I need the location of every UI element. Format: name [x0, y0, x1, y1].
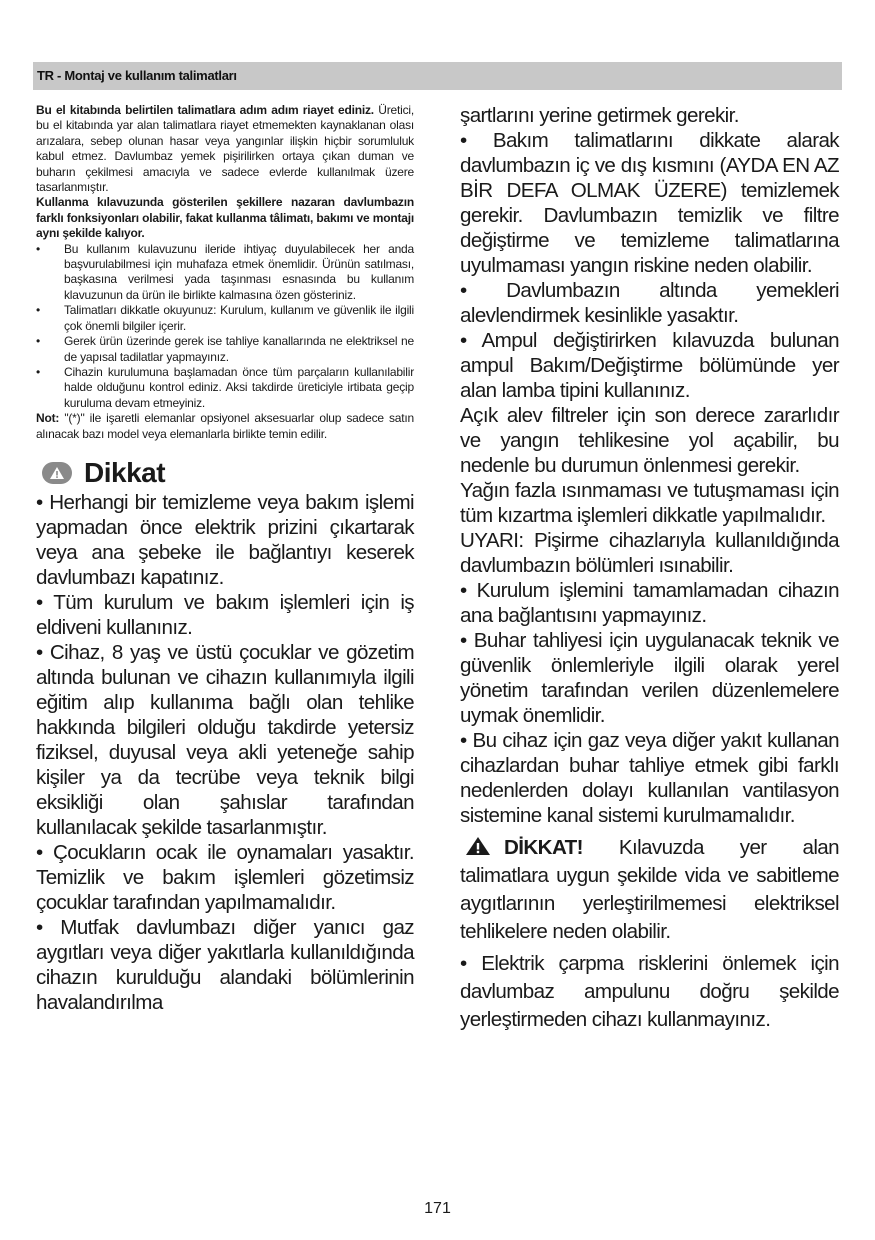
bullet: •	[36, 303, 41, 318]
list-item-text: Cihazin kurulumuna başlamadan önce tüm parçaların kullanılabilir halde olduğunu kontrol ediniz. Aksi takdirde üreticiyle irtibata geçip kuruluma devam etmeyiniz.	[64, 364, 414, 410]
list-item-text: Bu kullanım kulavuzunu ileride ihtiyaç duyulabilecek her anda başvurulabilmesi için muhafaza etmek önemlidir. Ürünün satılması, başkasına verilmesi yada taşınması esnasında bu kullanım klavuzunun da ürün ile birlikte kalmasına özen gösteriniz.	[64, 241, 414, 302]
warning-icon	[42, 462, 72, 484]
list-item-text: Talimatları dikkatle okuyunuz: Kurulum, kullanım ve güvenlik ile ilgili çok önemli bilgiler içerir.	[64, 303, 414, 333]
intro-bold-paragraph	[36, 195, 414, 241]
list-item	[36, 334, 414, 365]
intro-bold-2: Kullanma kılavuzunda gösterilen şekillere nazaran davlumbazın farklı fonksiyonları olabilir, fakat kullanma tâlimatı, bakımı ve montajı aynı şekilde kalıyor.	[36, 195, 414, 241]
list-item	[36, 242, 414, 304]
dikkat-label: DİKKAT!	[504, 836, 583, 859]
dikkat-heading	[36, 456, 414, 490]
dikkat-warning-paragraph	[460, 834, 839, 946]
warning-paragraph: • Bakım talimatlarını dikkate alarak davlumbazın iç ve dış kısmını (AYDA EN AZ BİR DEFA OLMAK ÜZERE) temizlemek gerekir. Davlumbazın temizlik ve filtre değiştirme ve temizleme talimatlarına uyulmaması yangın riskine neden olabilir.	[460, 129, 839, 277]
header-bar	[33, 62, 842, 90]
dikkat-warning-text: Kılavuzda yer alan talimatlara uygun şekilde vida ve sabitleme aygıtlarının yerleştirilmemesi elektriksel tehlikelere neden olabilir.	[460, 836, 839, 943]
note-label: Not:	[36, 411, 60, 426]
intro-bold: Bu el kitabında belirtilen talimatlara adım adım riayet ediniz.	[36, 103, 374, 117]
note-paragraph	[36, 411, 414, 442]
warning-paragraph: UYARI: Pişirme cihazlarıyla kullanıldığında davlumbazın bölümleri ısınabilir.	[460, 529, 839, 577]
warning-triangle-icon	[464, 835, 492, 857]
bullet: •	[36, 241, 41, 256]
list-item-text: Gerek ürün üzerinde gerek ise tahliye kanallarında ne elektriksel ne de yapısal tadilatlar yapmayınız.	[64, 334, 414, 364]
intro-bullet-list	[36, 242, 414, 411]
warning-paragraph: • Mutfak davlumbazı diğer yanıcı gaz aygıtları veya diğer yakıtlarla kullanıldığında cihazın kurulduğu alandaki bölümlerinin havalandırılma	[36, 915, 414, 1014]
warning-paragraph: Yağın fazla ısınmaması ve tutuşmaması için tüm kızartma işlemleri dikkatle yapılmalıdır.	[460, 479, 839, 527]
note-text: "(*)" ile işaretli elemanlar opsiyonel aksesuarlar olup sadece satın alınacak bazı model veya elemanlarla birlikte temin edilir.	[36, 411, 414, 441]
warning-paragraph: • Elektrik çarpma risklerini önlemek için davlumbaz ampulunu doğru şekilde yerleştirmeden cihazı kullanmayınız.	[460, 952, 839, 1031]
page-number: 171	[424, 1200, 451, 1217]
left-column	[36, 103, 414, 1015]
warning-paragraph: • Buhar tahliyesi için uygulanacak teknik ve güvenlik önlemleriyle ilgili olarak yerel yönetim tarafından verilen düzenlemelere uymak önemlidir.	[460, 629, 839, 727]
warning-paragraph: • Davlumbazın altında yemekleri alevlendirmek kesinlikle yasaktır.	[460, 279, 839, 327]
warning-paragraph: Açık alev filtreler için son derece zararlıdır ve yangın tehlikesine yol açabilir, bu nedenle bu durumun önlenmesi gerekir.	[460, 404, 839, 477]
bullet: •	[36, 334, 41, 349]
warning-paragraph: • Çocukların ocak ile oynamaları yasaktır. Temizlik ve bakım işlemleri gözetimsiz çocuklar tarafından yapılmamalıdır.	[36, 840, 414, 914]
warning-paragraph: • Cihaz, 8 yaş ve üstü çocuklar ve gözetim altında bulunan ve cihazın kullanımıyla ilgili eğitim alıp kullanıma bağlı olan tehlike hakkında bilgileri olduğu takdirde yetersiz fiziksel, duyusal veya akli yeteneğe sahip kişiler ya da tecrübe veya teknik bilgi eksikliği olan şahıslar tarafından kullanılacak şekilde tasarlanmıştır.	[36, 640, 414, 839]
warning-paragraph: • Herhangi bir temizleme veya bakım işlemi yapmadan önce elektrik prizini çıkartarak veya ana şebeke ile bağlantıyı keserek davlumbazı kapatınız.	[36, 490, 414, 589]
list-item	[36, 303, 414, 334]
dikkat-title: Dikkat	[84, 456, 166, 488]
intro-paragraph	[36, 103, 414, 195]
list-item	[36, 365, 414, 411]
intro-text: Üretici, bu el kitabında yar alan talimatlara riayet etmemekten kaynaklanan olası arızalara, sebep olunan hasar veya yangınlar ilişkin hiçbir sorumluluk kabul etmez. Davlumbaz yemek pişirilirken ortaya çıkan duman ve buharın çekilmesi amacıyla ve sadece evlerde kullanılmak üzere tasarlanmıştır.	[36, 103, 414, 195]
warning-paragraph: • Kurulum işlemini tamamlamadan cihazın ana bağlantısını yapmayınız.	[460, 579, 839, 627]
warning-paragraph: • Ampul değiştirirken kılavuzda bulunan ampul Bakım/Değiştirme bölümünde yer alan lamba tipini kullanınız.	[460, 329, 839, 402]
right-column	[460, 103, 839, 1034]
warning-paragraph: • Tüm kurulum ve bakım işlemleri için iş eldiveni kullanınız.	[36, 590, 414, 639]
page-title: TR - Montaj ve kullanım talimatları	[37, 68, 237, 83]
warning-paragraph: • Bu cihaz için gaz veya diğer yakıt kullanan cihazlardan buhar tahliye etmek gibi farklı nedenlerden dolayı kullanılan vantilasyon sistemine kanal sistemi kurulmamalıdır.	[460, 729, 839, 827]
warning-paragraph: şartlarını yerine getirmek gerekir.	[460, 104, 739, 127]
bullet: •	[36, 364, 41, 379]
